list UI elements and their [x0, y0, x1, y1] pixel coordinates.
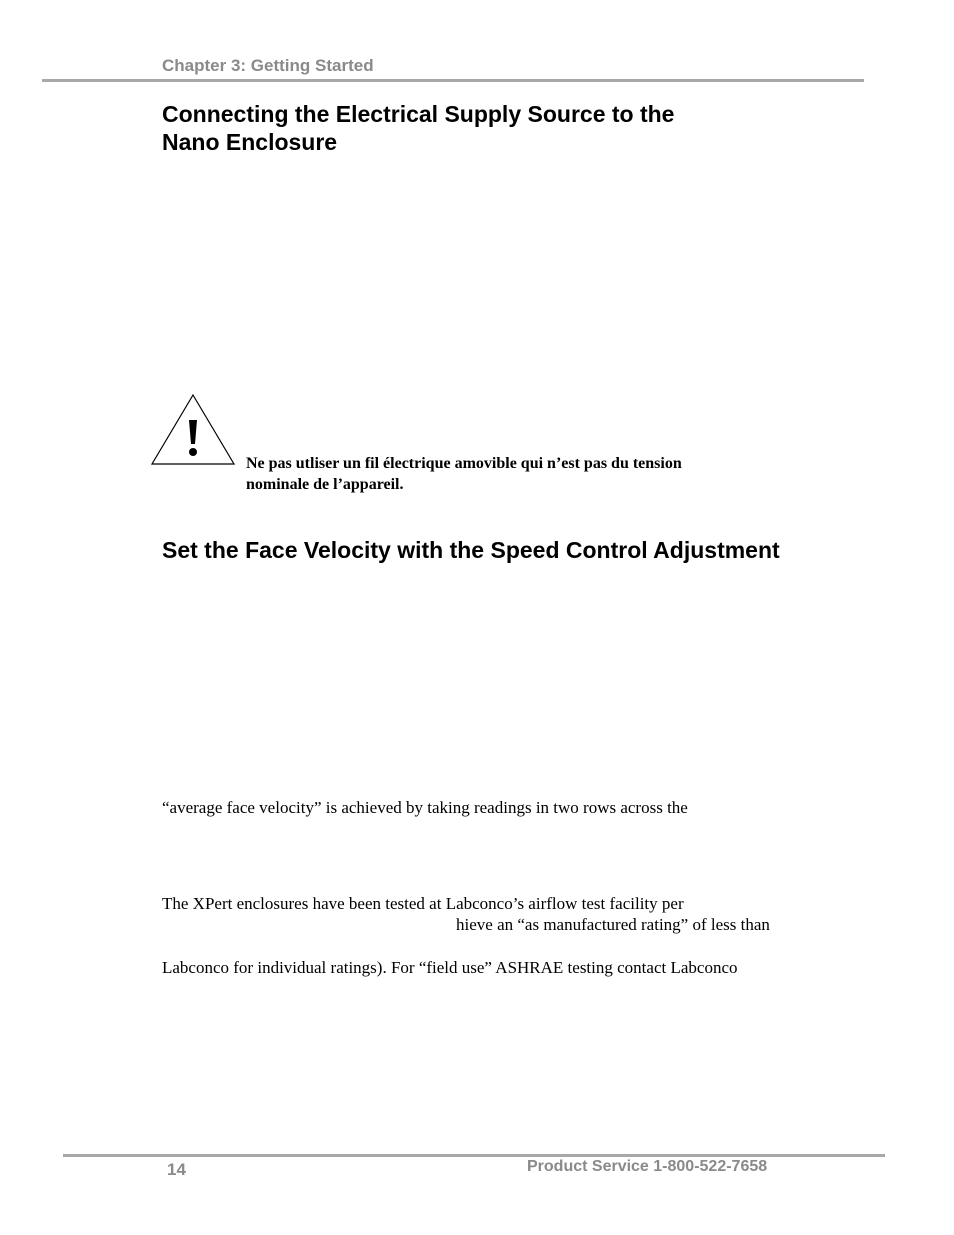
body-text-line: Labconco for individual ratings). For “field use” ASHRAE testing contact Labconco [162, 958, 738, 977]
footer-rule [63, 1154, 885, 1157]
section-heading-electrical-supply [162, 100, 674, 156]
body-text-line: hieve an “as manufactured rating” of less than [456, 915, 770, 934]
header-rule [42, 79, 864, 82]
warning-line: Ne pas utliser un fil électrique amovible qui n’est pas du tension [246, 455, 682, 472]
warning-triangle-icon [150, 393, 236, 467]
section-heading-line: Connecting the Electrical Supply Source to the [162, 101, 675, 127]
section-heading-face-velocity: Set the Face Velocity with the Speed Control Adjustment [162, 537, 780, 563]
body-text-line: “average face velocity” is achieved by taking readings in two rows across the [162, 798, 688, 817]
body-text-line: The XPert enclosures have been tested at Labconco’s airflow test facility per [162, 894, 684, 913]
page-number: 14 [167, 1160, 186, 1179]
running-header: Chapter 3: Getting Started [162, 56, 374, 75]
footer-product-service: Product Service 1-800-522-7658 [527, 1158, 768, 1175]
warning-text [246, 453, 682, 495]
warning-line: nominale de l’appareil. [246, 476, 404, 493]
section-heading-line: Nano Enclosure [162, 129, 338, 155]
